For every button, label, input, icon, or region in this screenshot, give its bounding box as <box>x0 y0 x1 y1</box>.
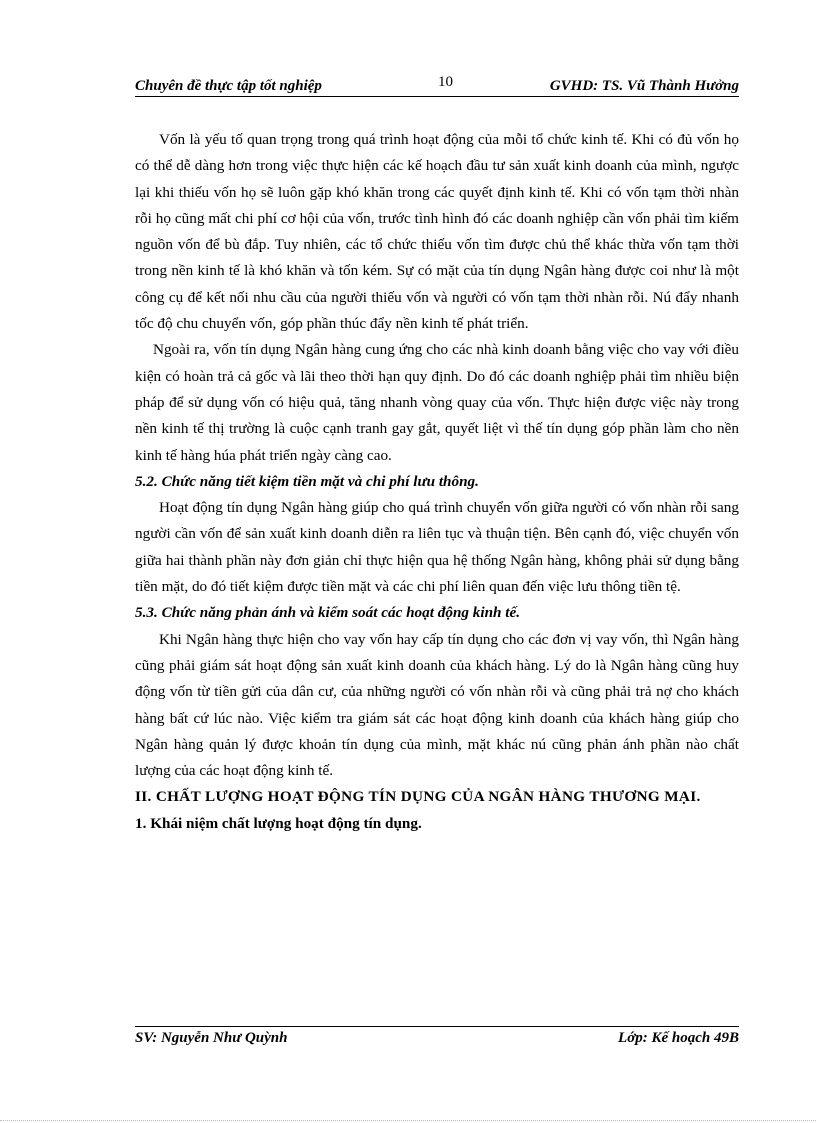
header-supervisor: GVHD: TS. Vũ Thành Hưởng <box>549 78 739 94</box>
page-bottom-edge <box>0 1120 816 1121</box>
footer-rule <box>135 1026 739 1027</box>
page-number: 10 <box>438 74 453 90</box>
footer-student-name: SV: Nguyễn Như Quỳnh <box>135 1030 288 1046</box>
paragraph-monitoring: Khi Ngân hàng thực hiện cho vay vốn hay cấp tín dụng cho các đơn vị vay vốn, thì Ngân hàng cũng phải giám sát hoạt động sản xuất kinh doanh của khách hàng. Lý do là Ngân hàng cũng huy động vốn từ tiền gửi của dân cư, của những người có vốn nhàn rỗi và cũng phải trả nợ cho khách hàng bất cứ lúc nào. Việc kiểm tra giám sát các hoạt động kinh doanh của khách hàng giúp cho Ngân hàng quản lý được khoản tín dụng của mình, mặt khác nú cũng phản ánh phần nào chất lượng của các hoạt động kinh tế. <box>135 630 739 780</box>
section-heading-5-2: 5.2. Chức năng tiết kiệm tiền mặt và chi phí lưu thông. <box>135 472 479 490</box>
footer-class: Lớp: Kế hoạch 49B <box>618 1030 739 1046</box>
body-content <box>135 127 739 837</box>
header-report-title: Chuyên đề thực tập tốt nghiệp <box>135 78 322 94</box>
chapter-heading-ii: II. CHẤT LƯỢNG HOẠT ĐỘNG TÍN DỤNG CỦA NGÂN HÀNG THƯƠNG MẠI. <box>135 788 701 806</box>
page-footer <box>135 1030 739 1052</box>
paragraph-capital-importance: Vốn là yếu tố quan trọng trong quá trình hoạt động của mỗi tổ chức kinh tế. Khi có đủ vốn họ có thể dễ dàng hơn trong việc thực hiện các kế hoạch đầu tư sản xuất kinh doanh của mình, ngược lại khi thiếu vốn họ sẽ luôn gặp khó khăn trong các quyết định kinh tế. Khi có vốn tạm thời nhàn rỗi họ cũng mất chi phí cơ hội của vốn, trước tình hình đó các doanh nghiệp cần vốn phải tìm kiếm nguồn vốn để bù đắp. Tuy nhiên, các tổ chức thiếu vốn tìm được chủ thể khác thừa vốn tạm thời trong nền kinh tế là khó khăn và tốn kém. Sự có mặt của tín dụng Ngân hàng được coi như là một công cụ để kết nối nhu cầu của người thiếu vốn và người có vốn tạm thời nhàn rỗi. Nú đẩy nhanh tốc độ chu chuyển vốn, góp phần thúc đẩy nền kinh tế phát triển. <box>135 131 739 333</box>
subsection-heading-1: 1. Khái niệm chất lượng hoạt động tín dụng. <box>135 814 422 832</box>
header-rule <box>135 96 739 97</box>
section-heading-5-3: 5.3. Chức năng phản ánh và kiểm soát các hoạt động kinh tế. <box>135 604 521 622</box>
paragraph-credit-efficiency: Ngoài ra, vốn tín dụng Ngân hàng cung ứng cho các nhà kinh doanh bằng việc cho vay với điều kiện có hoàn trả cả gốc và lãi theo thời hạn quy định. Do đó các doanh nghiệp phải tìm nhiều biện pháp để sử dụng vốn có hiệu quả, tăng nhanh vòng quay của vốn. Thực hiện được việc này trong nền kinh tế thị trường là cuộc cạnh tranh gay gắt, quyết liệt vì thế tín dụng góp phần làm cho nền kinh tế hàng húa phát triển ngày càng cao. <box>135 341 739 464</box>
paragraph-cash-savings: Hoạt động tín dụng Ngân hàng giúp cho quá trình chuyển vốn giữa người có vốn nhàn rỗi sang người cần vốn để sản xuất kinh doanh diễn ra liên tục và thuận tiện. Bên cạnh đó, việc chuyển vốn giữa hai thành phần này đơn giản chỉ thực hiện qua hệ thống Ngân hàng, không phải sử dụng bằng tiền mặt, do đó tiết kiệm được tiền mặt và các chi phí liên quan đến việc lưu thông tiền tệ. <box>135 499 739 596</box>
page-header <box>135 74 739 96</box>
